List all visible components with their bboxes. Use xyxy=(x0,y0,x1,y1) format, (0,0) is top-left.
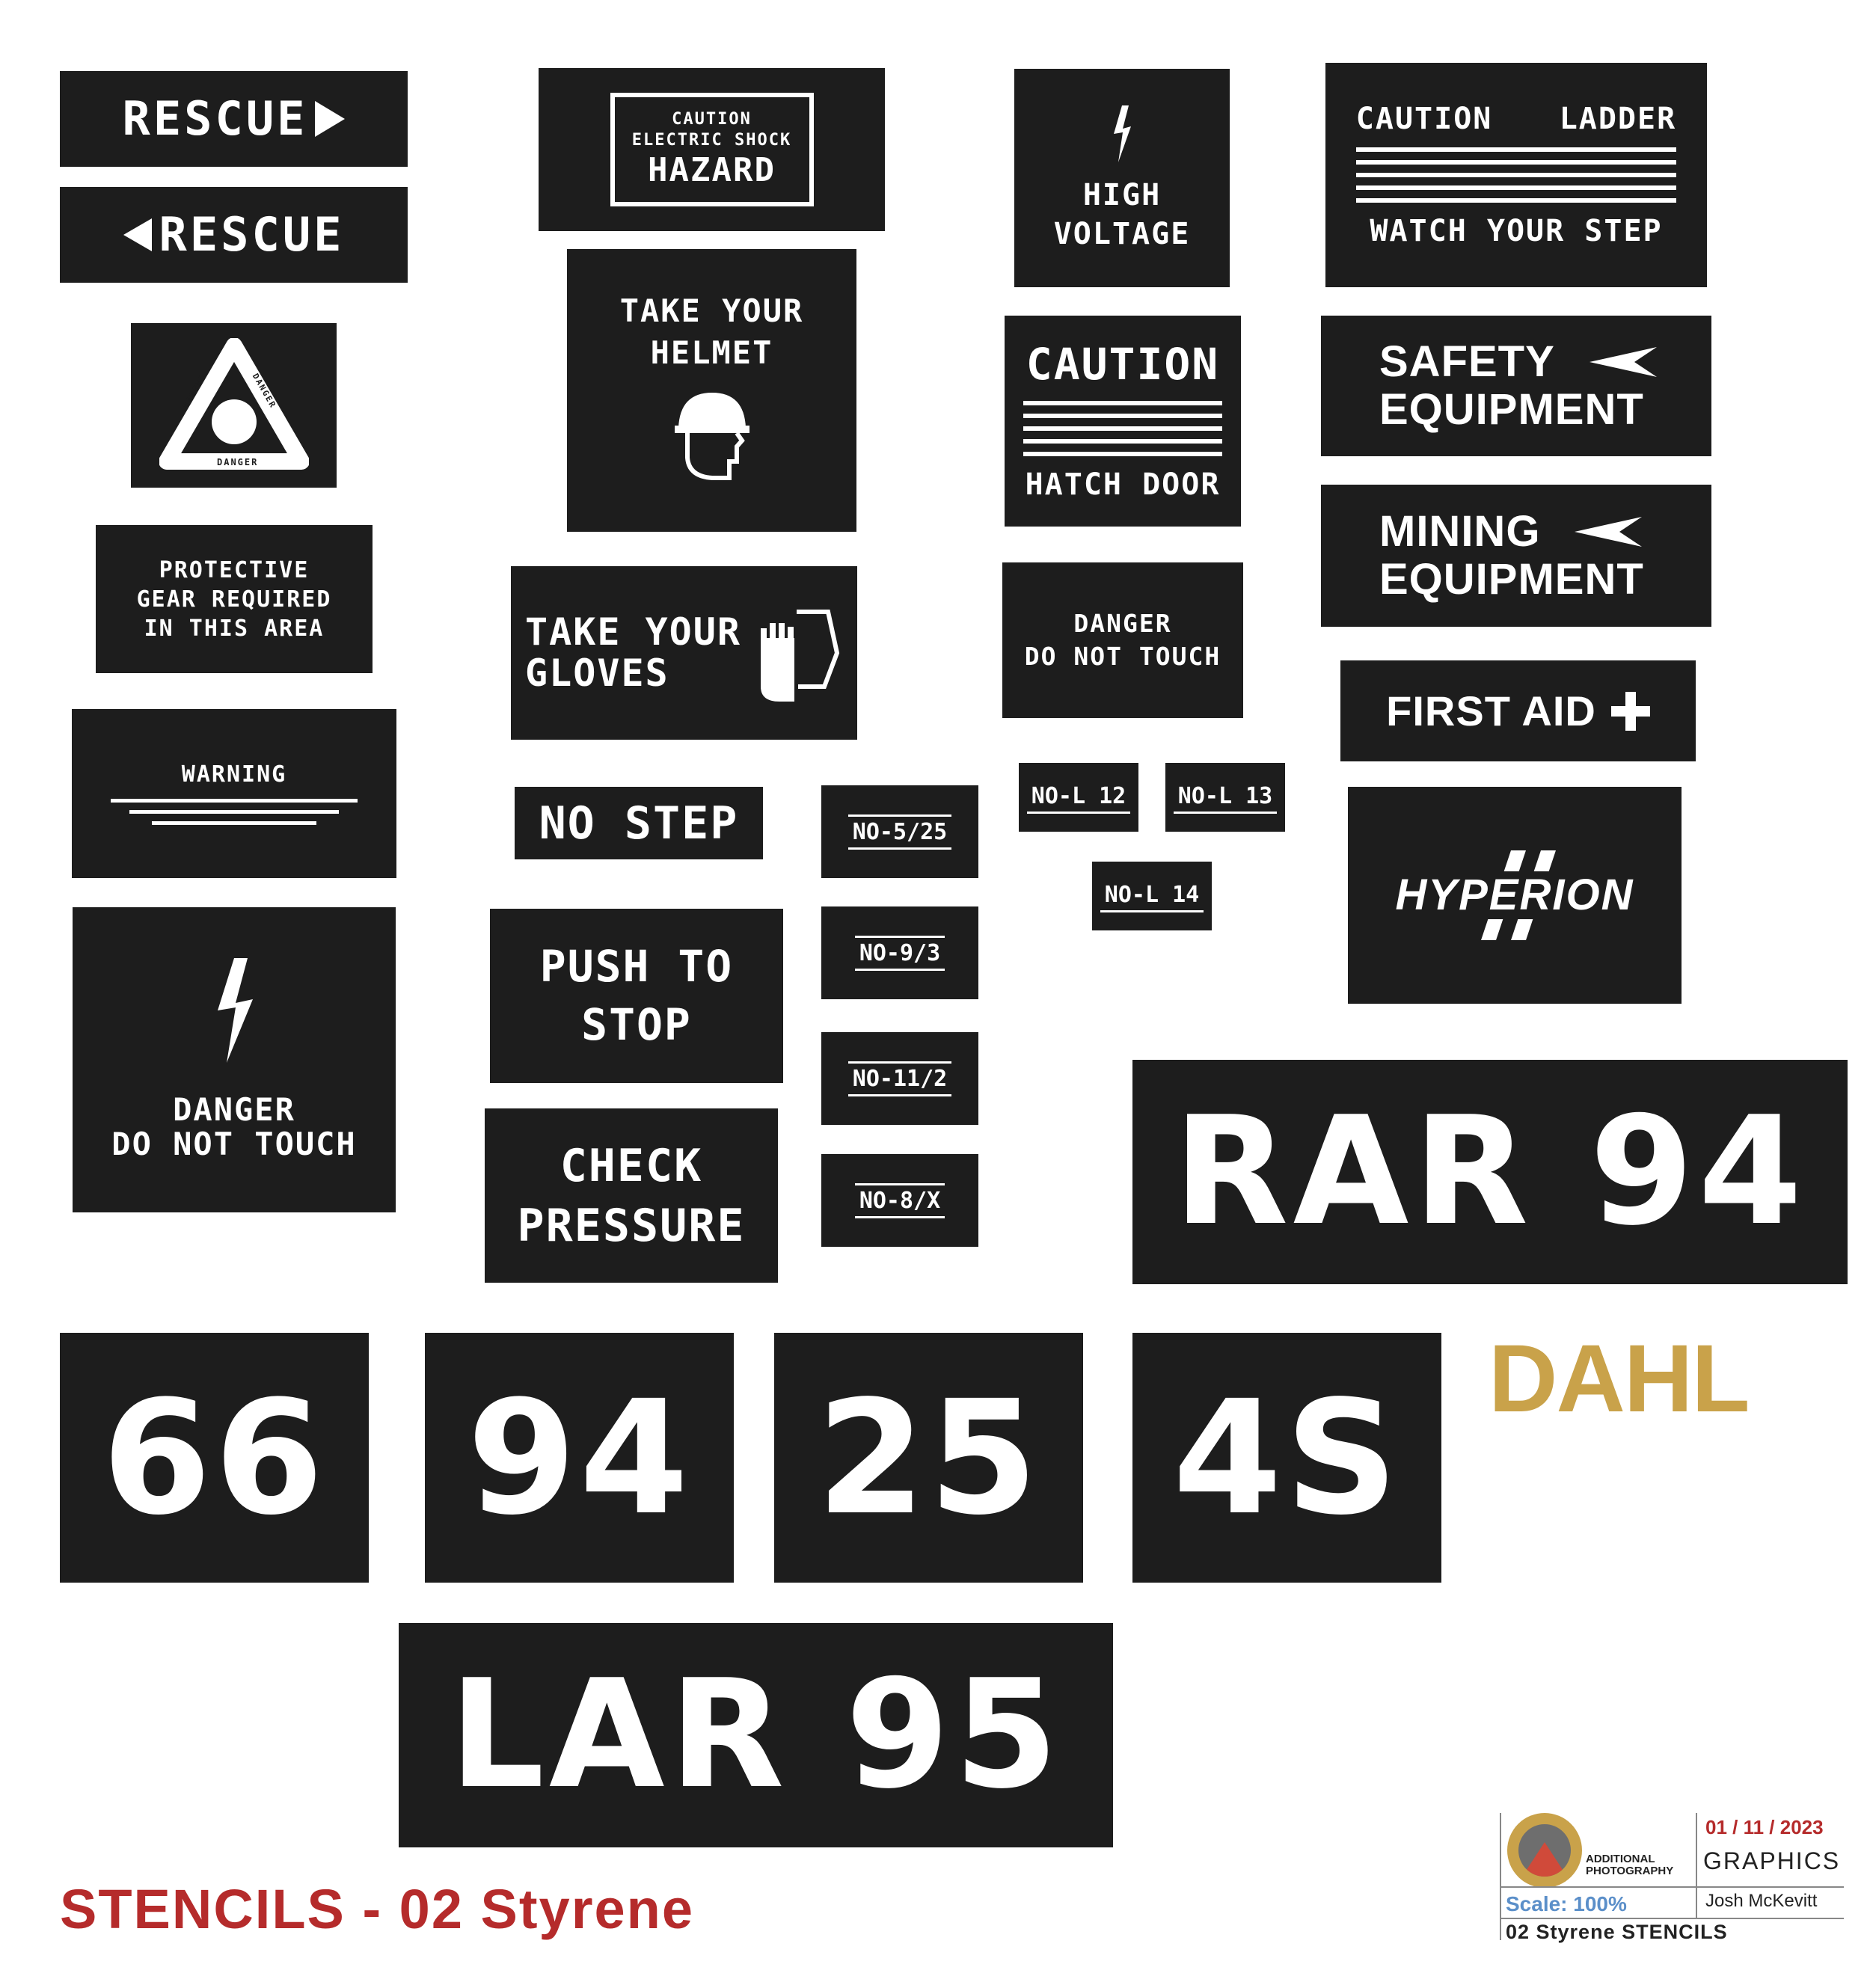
stencil-text: TAKE YOUR xyxy=(619,292,804,329)
stencil-text: FIRST AID xyxy=(1386,687,1596,734)
stencil-text: HELMET xyxy=(650,334,773,372)
stencil-text: GLOVES xyxy=(525,651,669,695)
arrow-left-icon xyxy=(1575,517,1642,547)
stencil-text: CHECK xyxy=(560,1139,703,1192)
logo-line: ADDITIONAL xyxy=(1586,1853,1655,1865)
stencil-text: NO-L 14 xyxy=(1100,880,1204,912)
stencil-text: RAR 94 xyxy=(1173,1084,1807,1259)
stencil-caution-hatch-door xyxy=(1005,316,1241,527)
stencil-warning xyxy=(72,709,396,878)
scale-row-rule xyxy=(1500,1886,1844,1888)
stencil-high-voltage xyxy=(1014,69,1230,287)
stencil-danger-triangle xyxy=(131,323,337,488)
stencil-protective-gear xyxy=(96,525,373,673)
stencil-text: CAUTION xyxy=(1355,102,1493,136)
stencil-text: NO-L 13 xyxy=(1174,781,1277,814)
stencil-electric-shock xyxy=(539,68,885,231)
ladder-header xyxy=(1356,102,1676,135)
stencil-no-5-25 xyxy=(821,785,978,878)
ladder-rule xyxy=(1356,198,1676,203)
stencil-hyperion xyxy=(1348,787,1682,1004)
stencil-text: NO-8/X xyxy=(855,1183,945,1218)
arrow-left-icon xyxy=(1590,347,1657,377)
hatch-lines xyxy=(1023,401,1221,456)
stencil-94 xyxy=(425,1333,734,1583)
stencil-text: PRESSURE xyxy=(517,1199,746,1252)
logo-line: PHOTOGRAPHY xyxy=(1586,1864,1674,1877)
stencil-danger-do-not-touch-small xyxy=(1002,562,1243,718)
hatch-rule xyxy=(1023,414,1221,418)
stencil-text: LAR 95 xyxy=(449,1648,1063,1822)
stencil-text: WATCH YOUR STEP xyxy=(1370,214,1663,248)
title-block-left-border xyxy=(1500,1813,1501,1940)
warning-rule xyxy=(129,810,339,814)
arrow-left-icon xyxy=(123,218,152,251)
gloves-icon xyxy=(753,597,843,709)
logo-text xyxy=(1586,1853,1673,1877)
stencil-text: SAFETY xyxy=(1379,337,1555,387)
stencil-text: CAUTION xyxy=(1026,339,1220,390)
stencil-rar-94 xyxy=(1132,1060,1848,1284)
stencil-text: EQUIPMENT xyxy=(1379,385,1644,434)
stencil-text: VOLTAGE xyxy=(1053,217,1191,251)
stencil-text: HYPERION xyxy=(1391,871,1639,919)
stencil-no-step xyxy=(515,787,763,859)
stencil-text: RESCUE xyxy=(122,90,308,146)
logo-badge-icon xyxy=(1507,1813,1582,1888)
stencil-text: TAKE YOUR xyxy=(525,610,741,654)
stencil-text: 4S xyxy=(1172,1366,1402,1550)
ladder-rule xyxy=(1356,185,1676,190)
stencil-take-gloves xyxy=(511,566,857,740)
stencil-safety-equipment xyxy=(1321,316,1711,456)
stencil-text: DO NOT TOUCH xyxy=(1024,642,1221,671)
stencil-text: NO-L 12 xyxy=(1027,781,1130,814)
electric-frame xyxy=(610,93,814,206)
stencil-check-pressure xyxy=(485,1108,778,1283)
triangle-label-bottom: DANGER xyxy=(217,457,259,467)
ladder-rule xyxy=(1356,147,1676,152)
stencil-text: EQUIPMENT xyxy=(1379,555,1644,604)
stencil-danger-do-not-touch-large xyxy=(73,907,396,1212)
gloves-text-group xyxy=(525,612,741,694)
title-block xyxy=(1492,1808,1844,1942)
triangle-label-right: DANGER xyxy=(250,372,278,411)
stencil-text: 94 xyxy=(467,1366,692,1550)
scale-label: Scale: 100% xyxy=(1506,1892,1627,1915)
stencil-no-l-13 xyxy=(1165,763,1285,832)
stencil-text: DANGER xyxy=(1073,608,1172,638)
stencil-no-l-14 xyxy=(1092,862,1212,930)
stencil-text: STOP xyxy=(581,998,692,1050)
stencil-text: PUSH TO xyxy=(539,940,734,992)
stencil-text: IN THIS AREA xyxy=(144,615,325,642)
triangle-label-left: DANGER xyxy=(180,372,209,411)
stencil-25 xyxy=(774,1333,1083,1583)
stencil-mining-equipment xyxy=(1321,485,1711,627)
helmet-head-icon xyxy=(671,387,753,484)
ladder-lines xyxy=(1356,147,1676,203)
stencil-66 xyxy=(60,1333,369,1583)
stencil-text: 66 xyxy=(102,1366,327,1550)
stencil-text: NO-9/3 xyxy=(855,936,945,971)
department-label: GRAPHICS xyxy=(1703,1847,1841,1874)
stencil-text: HATCH DOOR xyxy=(1025,467,1221,502)
stencil-text: ELECTRIC SHOCK xyxy=(631,130,792,150)
lightning-icon xyxy=(212,958,257,1070)
hatch-rule xyxy=(1023,452,1221,456)
plus-icon xyxy=(1611,692,1650,731)
stencil-text: 25 xyxy=(816,1366,1041,1550)
stencil-text: CAUTION xyxy=(672,109,752,129)
stencil-text: HIGH xyxy=(1082,178,1162,212)
ladder-rule xyxy=(1356,173,1676,177)
stencil-first-aid xyxy=(1340,660,1696,761)
sheet-row-rule xyxy=(1500,1918,1844,1919)
sheet-name-label: 02 Styrene STENCILS xyxy=(1506,1921,1728,1943)
dahl-logo: DAHL xyxy=(1489,1325,1749,1432)
stencil-push-to-stop xyxy=(490,909,783,1083)
stencil-lar-95 xyxy=(399,1623,1113,1847)
stencil-text: RESCUE xyxy=(159,206,345,262)
stencil-text: NO-11/2 xyxy=(848,1061,951,1096)
arrow-right-icon xyxy=(315,101,345,137)
stencil-text: HAZARD xyxy=(648,150,776,189)
stencil-no-11-2 xyxy=(821,1032,978,1125)
lightning-icon xyxy=(1111,105,1133,165)
stencil-no-8-x xyxy=(821,1154,978,1247)
sheet-title: STENCILS - 02 Styrene xyxy=(60,1878,695,1940)
hatch-rule xyxy=(1023,401,1221,405)
stencil-text: DANGER xyxy=(173,1090,295,1128)
warning-rule xyxy=(111,799,358,803)
ladder-rule xyxy=(1356,160,1676,165)
title-block-divider xyxy=(1696,1813,1697,1918)
mining-row xyxy=(1379,508,1642,556)
date-label: 01 / 11 / 2023 xyxy=(1705,1816,1824,1838)
stencil-take-helmet xyxy=(567,249,856,532)
stencil-no-9-3 xyxy=(821,906,978,999)
stencil-text: GEAR REQUIRED xyxy=(136,586,332,613)
stencil-text: NO-5/25 xyxy=(848,814,951,850)
safety-row xyxy=(1379,338,1657,386)
warning-rule xyxy=(152,821,316,825)
stencil-text: LADDER xyxy=(1559,102,1677,136)
artist-label: Josh McKevitt xyxy=(1705,1891,1818,1911)
stencil-text: DO NOT TOUCH xyxy=(111,1126,357,1162)
stencil-rescue-right xyxy=(60,71,408,167)
hatch-rule xyxy=(1023,439,1221,444)
stencil-text: NO STEP xyxy=(539,797,739,850)
stencil-text: MINING xyxy=(1379,507,1541,556)
stencil-4s xyxy=(1132,1333,1441,1583)
stencil-no-l-12 xyxy=(1019,763,1138,832)
stencil-text: WARNING xyxy=(181,761,287,788)
stencil-rescue-left xyxy=(60,187,408,283)
stencil-text: PROTECTIVE xyxy=(159,556,310,583)
stencil-caution-ladder xyxy=(1325,63,1707,287)
hatch-rule xyxy=(1023,426,1221,431)
